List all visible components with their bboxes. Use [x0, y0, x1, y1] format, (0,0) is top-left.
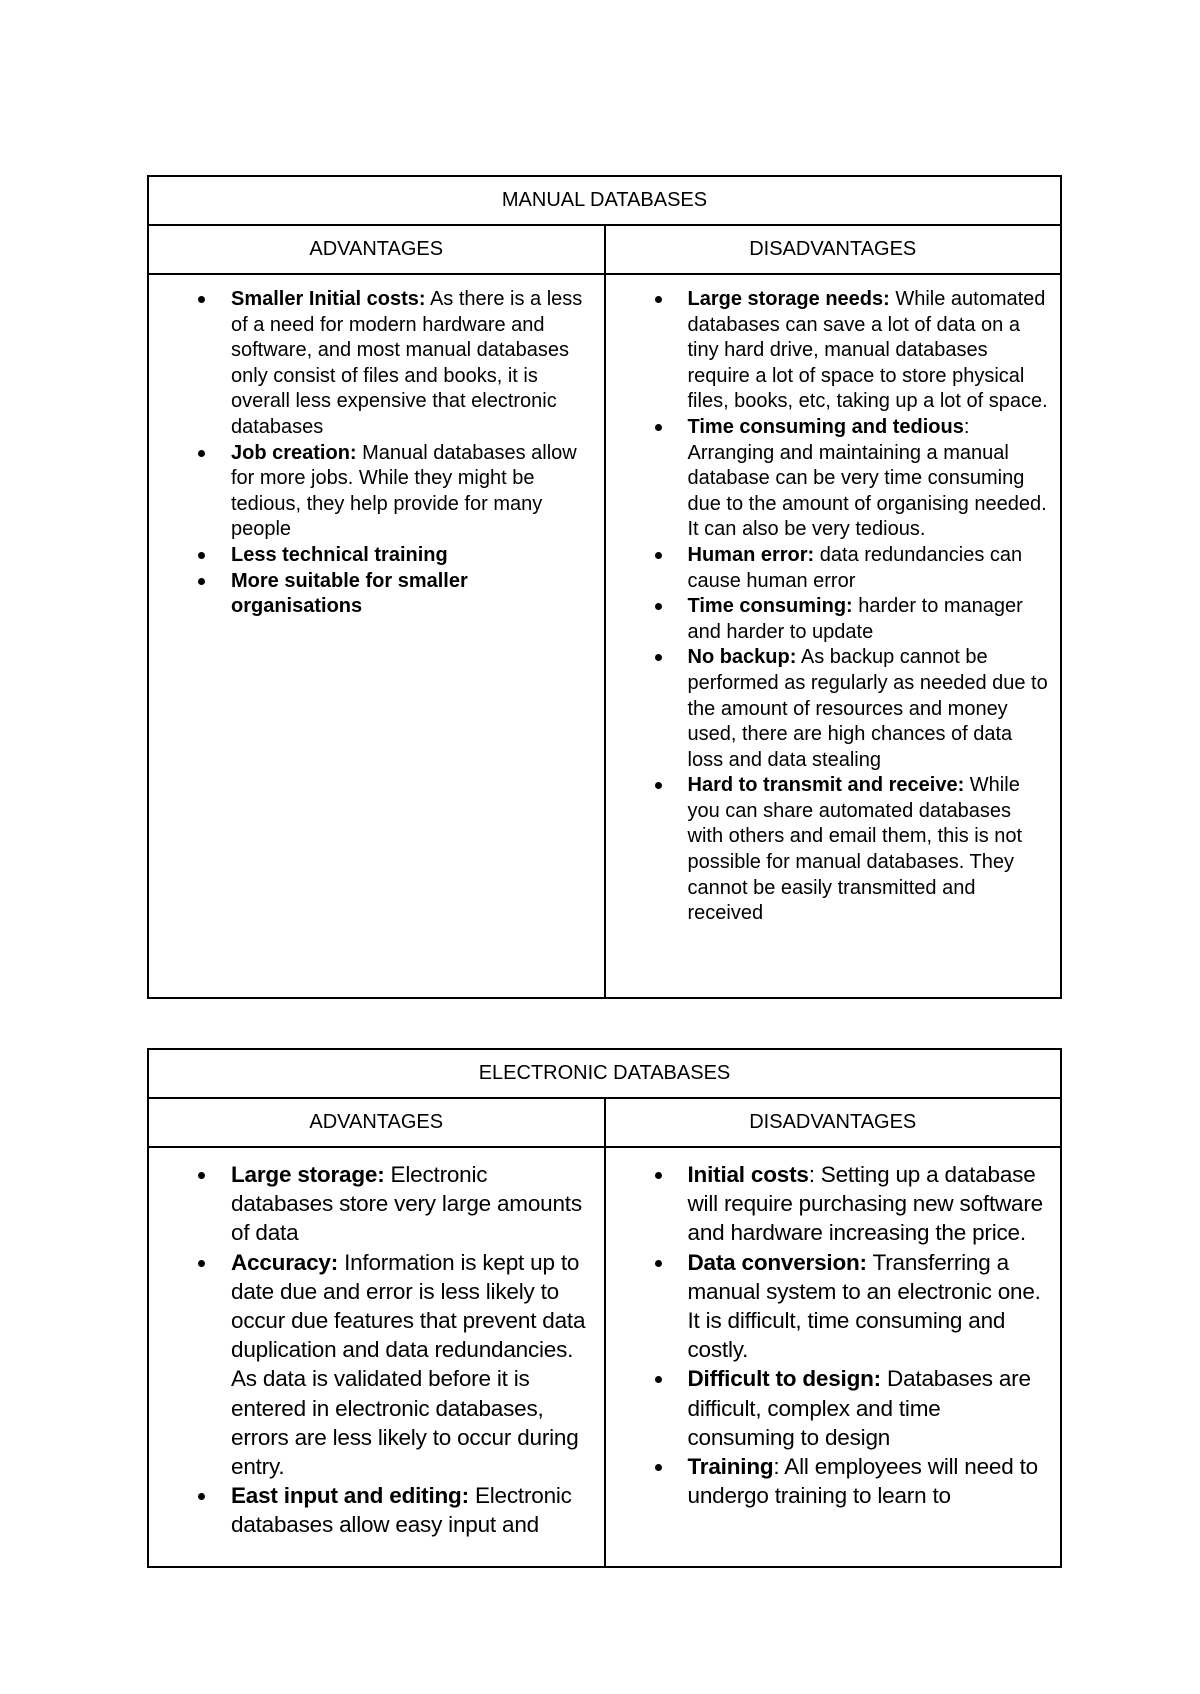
item-term: Accuracy: [231, 1249, 339, 1275]
item-text: : Setting up a database will require purchasing new software and hardware increasing the price. [687, 1162, 1043, 1246]
item-term: Large storage: [231, 1162, 385, 1187]
manual-disadvantages-cell [605, 274, 1062, 998]
list-item [688, 1364, 1051, 1452]
item-term: Large storage needs: [687, 288, 890, 310]
electronic-advantages-header: ADVANTAGES [148, 1098, 605, 1147]
manual-disadvantages-list [606, 287, 1051, 927]
electronic-disadvantages-header: DISADVANTAGES [605, 1098, 1062, 1147]
item-term: Less technical training [231, 543, 448, 566]
item-text: harder to manager and harder to update [687, 595, 1023, 643]
list-item [231, 1481, 594, 1539]
list-item [231, 1160, 594, 1248]
item-text: Information is kept up to date due and error is less likely to occur due features that prevent data duplication and data redundancies. As data is validated before it is entered in electronic databases, errors are less likely to occur during entry. [231, 1249, 586, 1480]
item-text: While automated databases can save a lot of data on a tiny hard drive, manual databases require a lot of space to store physical files, books, etc, taking up a lot of space. [687, 288, 1048, 413]
item-term: Job creation: [231, 441, 357, 464]
item-term: Smaller Initial costs: [231, 288, 426, 310]
electronic-disadvantages-cell [605, 1147, 1062, 1567]
list-item [688, 1160, 1051, 1248]
electronic-disadvantages-list [606, 1160, 1051, 1510]
electronic-databases-table [147, 1048, 1062, 1568]
manual-table-title: MANUAL DATABASES [148, 176, 1061, 225]
item-term: East input and editing: [231, 1483, 469, 1509]
electronic-advantages-list [149, 1160, 594, 1540]
list-item [231, 1248, 594, 1482]
list-item [688, 1452, 1051, 1510]
item-text: Electronic databases store very large amounts of data [231, 1162, 582, 1246]
list-item [688, 594, 1051, 645]
item-text: Databases are difficult, complex and time consuming to design [687, 1366, 1031, 1450]
electronic-table-title: ELECTRONIC DATABASES [148, 1049, 1061, 1098]
item-text: As backup cannot be performed as regularly as needed due to the amount of resources and money used, there are high chances of data loss and data stealing [687, 646, 1048, 771]
item-term: Data conversion: [687, 1249, 867, 1275]
manual-databases-table [147, 175, 1062, 999]
list-item [231, 441, 594, 543]
electronic-advantages-cell [148, 1147, 605, 1567]
item-text: Manual databases allow for more jobs. While they might be tedious, they help provide for many people [231, 441, 577, 541]
list-item [688, 287, 1051, 415]
manual-advantages-cell [148, 274, 605, 998]
manual-advantages-header: ADVANTAGES [148, 225, 605, 274]
list-item [231, 287, 594, 441]
item-term: Human error: [687, 543, 815, 566]
list-item [231, 543, 594, 569]
manual-advantages-list [149, 287, 594, 620]
item-text: data redundancies can cause human error [687, 543, 1023, 592]
item-text: While you can share automated databases with others and email them, this is not possible for manual databases. They cannot be easily transmitted and received [687, 774, 1023, 925]
item-term: Time consuming and tedious [687, 415, 964, 438]
item-term: Time consuming: [687, 595, 853, 618]
list-item [231, 569, 594, 620]
list-item [688, 645, 1051, 773]
item-text: : Arranging and maintaining a manual database can be very time consuming due to the amount of organising needed. It can also be very tedious. [687, 415, 1047, 541]
item-term: No backup: [687, 646, 797, 669]
list-item [688, 543, 1051, 594]
item-text: Electronic databases allow easy input and [231, 1483, 572, 1538]
item-term: Training [687, 1454, 774, 1480]
item-text: Transferring a manual system to an electronic one. It is difficult, time consuming and costly. [687, 1249, 1041, 1363]
item-term: More suitable for smaller organisations [231, 569, 468, 618]
list-item [688, 1248, 1051, 1365]
item-text: : All employees will need to undergo training to learn to [687, 1454, 1038, 1509]
item-term: Initial costs [687, 1162, 809, 1187]
manual-disadvantages-header: DISADVANTAGES [605, 225, 1062, 274]
item-text: As there is a less of a need for modern hardware and software, and most manual databases only consist of files and books, it is overall less expensive that electronic databases [231, 288, 583, 438]
list-item [688, 773, 1051, 927]
item-term: Hard to transmit and receive: [687, 774, 965, 797]
item-term: Difficult to design: [687, 1366, 881, 1392]
list-item [688, 415, 1051, 543]
